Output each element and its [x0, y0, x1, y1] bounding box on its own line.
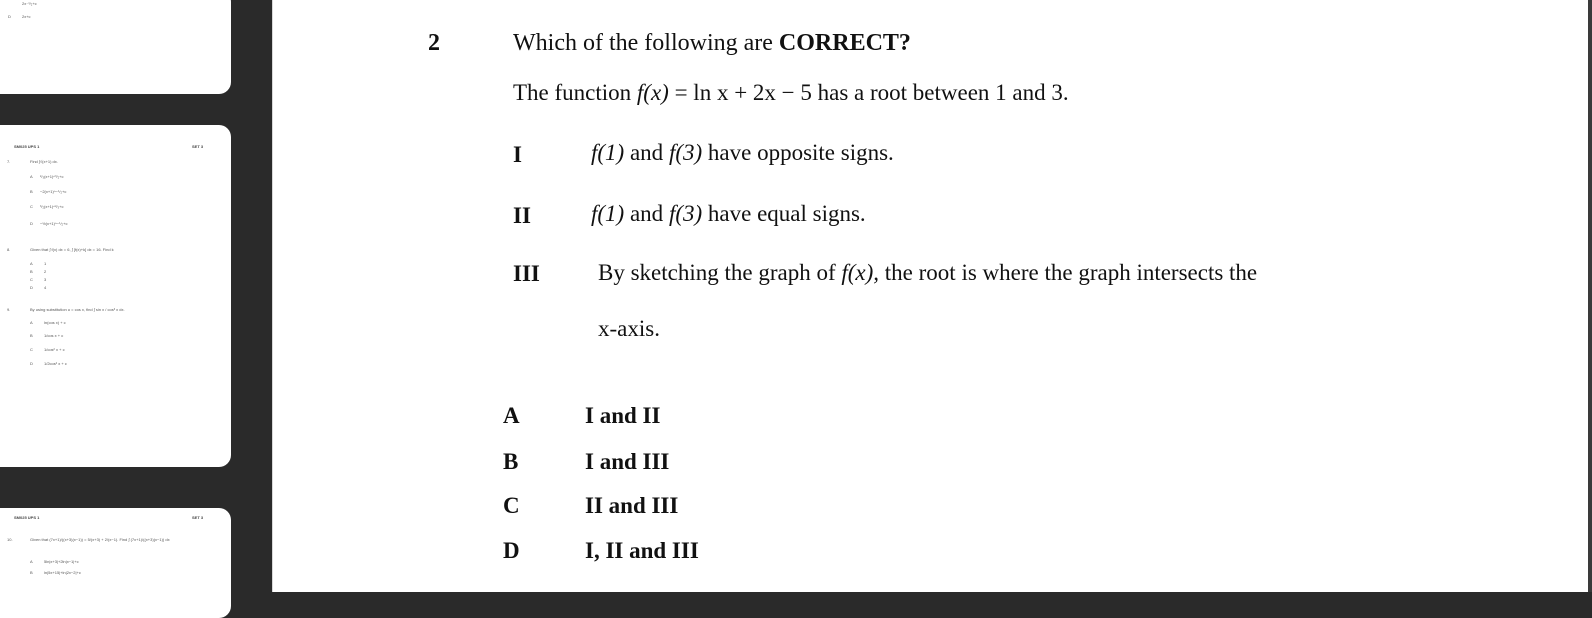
stem-equation: = ln x + 2x − 5	[674, 80, 812, 105]
option-b-text: I and III	[585, 449, 670, 474]
thumb-line-label: B	[30, 269, 33, 274]
thumb-line-label: B	[30, 189, 33, 194]
question-prompt	[513, 30, 911, 57]
page-thumbnail-panel	[0, 0, 272, 592]
thumb-line: −½(x+1)^−¹/₂+c	[40, 221, 68, 226]
document-page	[272, 0, 1592, 592]
thumb-line-label: D	[8, 14, 11, 19]
option-d-letter: D	[503, 538, 520, 563]
conjunction: and	[629, 201, 664, 226]
f-of-1: f(1)	[591, 201, 625, 226]
prompt-bold: CORRECT?	[778, 30, 911, 56]
thumb-line: Given that ∫ f(x) dx = 6, ∫ [f(x)+k] dx = 16. Find k	[30, 247, 114, 252]
thumb-line-label: B	[30, 333, 33, 338]
thumb-line-label: C	[30, 347, 33, 352]
f-of-x: f(x),	[841, 260, 880, 285]
statement-text: the root is where the graph intersects the	[884, 260, 1258, 285]
statement-rest: have opposite signs.	[707, 140, 894, 165]
thumb-line: 3	[44, 277, 47, 282]
stem-prefix: The function	[513, 80, 632, 105]
thumb-line-label: A	[30, 174, 33, 179]
question-stem	[513, 80, 1069, 106]
thumb-line: 4	[44, 285, 47, 290]
prompt-text: Which of the following are	[513, 30, 779, 56]
thumb-line-label: A	[30, 261, 33, 266]
option-c-letter: C	[503, 493, 520, 518]
statement-iii	[598, 260, 1257, 286]
statement-text: By sketching the graph of	[598, 260, 836, 285]
thumb-line-label: D	[30, 221, 33, 226]
statement-i	[591, 140, 894, 166]
statement-numeral: III	[513, 261, 540, 286]
page-thumbnail-3[interactable]	[0, 508, 231, 618]
thumb-header-right: SET 3	[192, 144, 204, 149]
conjunction: and	[629, 140, 664, 165]
statement-rest: have equal signs.	[707, 201, 866, 226]
thumb-line: ²/₃(x+1)^³/₂+c	[40, 174, 64, 179]
thumb-line-label: 10.	[7, 537, 13, 542]
thumb-line-label: B	[30, 570, 33, 575]
thumb-header-left: SM025 UPS 1	[14, 515, 40, 520]
statement-iii-continued: x-axis.	[598, 316, 660, 341]
f-of-1: f(1)	[591, 140, 625, 165]
option-c-text: II and III	[585, 493, 679, 518]
thumb-line-label: 8.	[7, 247, 11, 252]
question-number: 2	[428, 30, 440, 56]
thumb-line-label: C	[30, 277, 33, 282]
thumb-line: −2(x+1)^−¹/₂+c	[40, 189, 67, 194]
statement-ii	[591, 201, 866, 227]
page-thumbnail-2[interactable]	[0, 125, 231, 467]
thumb-line-label: 9.	[7, 307, 11, 312]
thumb-line: 5ln|x+3|+2ln|x−1|+c	[44, 559, 79, 564]
thumb-line-label: D	[30, 361, 33, 366]
thumb-line: By using substitution u = cos x, find ∫ sin x / cos³ x dx.	[30, 307, 125, 312]
thumb-line-label: D	[30, 285, 33, 290]
thumb-line: Given that (7x+1)/((x+3)(x−1)) = 5/(x+3) + 2/(x−1). Find ∫ (7x+1)/((x+3)(x−1)) dx	[30, 537, 170, 542]
thumb-line-label: C	[30, 204, 33, 209]
thumb-line-label: 7.	[7, 159, 11, 164]
thumb-line: ln(cos x) + c	[44, 320, 66, 325]
f-of-3: f(3)	[668, 140, 703, 165]
option-b-letter: B	[503, 449, 519, 474]
option-d-text: I, II and III	[585, 538, 699, 563]
page-thumbnail-1[interactable]	[0, 0, 231, 94]
thumb-line: ³/₂(x+1)^²/₃+c	[40, 204, 64, 209]
option-a-text: I and II	[585, 403, 661, 428]
thumb-line: 2x+c	[22, 14, 31, 19]
thumb-line: 2	[44, 269, 47, 274]
thumb-line: ln|5x+15|+ln|2x−2|+c	[44, 570, 81, 575]
statement-numeral: I	[513, 142, 522, 167]
thumb-line: 1	[44, 261, 47, 266]
stem-function: f(x)	[636, 80, 669, 105]
thumb-header-left: SM025 UPS 1	[14, 144, 40, 149]
statement-numeral: II	[513, 203, 531, 228]
thumb-line: 1/cos² x + c	[44, 347, 65, 352]
thumb-line-label: A	[30, 320, 33, 325]
window-edge	[1588, 0, 1592, 592]
thumb-line: 2x⁻¹/₂+c	[22, 1, 37, 6]
thumb-line-label: A	[30, 559, 33, 564]
f-of-3: f(3)	[668, 201, 703, 226]
option-a-letter: A	[503, 403, 520, 428]
stem-suffix: has a root between 1 and 3.	[817, 80, 1069, 105]
thumb-line: Find ∫√(x+1) dx.	[30, 159, 58, 164]
thumb-line: 1/2cos² x + c	[44, 361, 67, 366]
thumb-line: 1/cos x + c	[44, 333, 64, 338]
thumb-header-right: SET 3	[192, 515, 204, 520]
